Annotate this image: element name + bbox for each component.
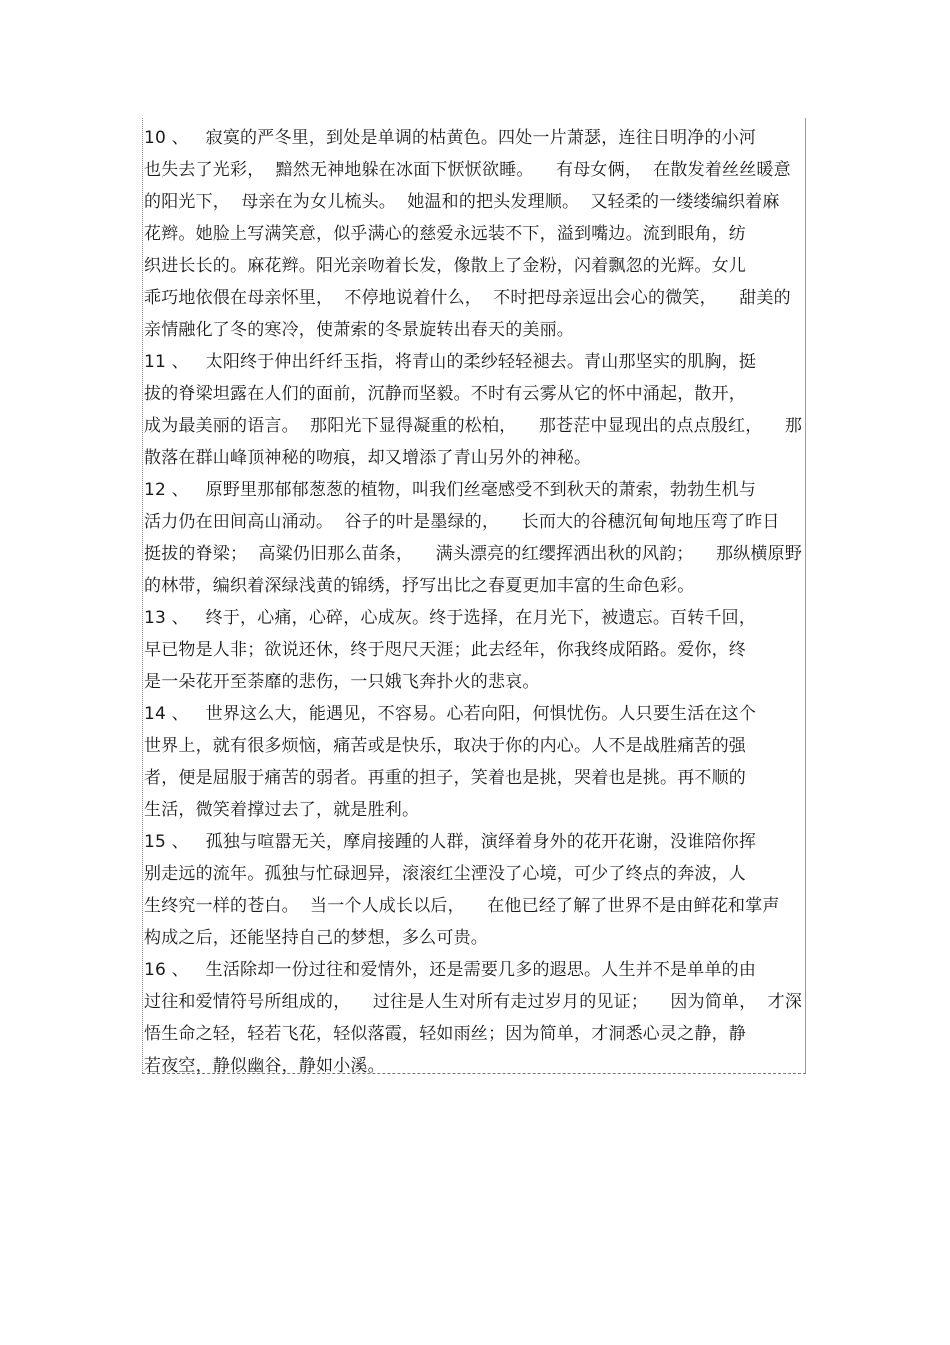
text-line: 散落在群山峰顶神秘的吻痕，却又增添了青山另外的神秘。: [144, 448, 592, 468]
text-line: 挺拔的脊梁； 高粱仍旧那么苗条， 满头漂亮的红缨挥洒出秋的风韵； 那纵横原野: [144, 544, 803, 564]
text-line: 12 、 原野里那郁郁葱葱的植物，叫我们丝毫感受不到秋天的萧索，勃勃生机与: [144, 480, 757, 500]
text-line: 花辫。她脸上写满笑意，似乎满心的慈爱永远装不下，溢到嘴边。流到眼角，纺: [144, 224, 746, 244]
text-line: 若夜空，静似幽谷，静如小溪。: [144, 1056, 385, 1076]
text-line: 别走远的流年。孤独与忙碌迥异，滚滚红尘湮没了心境，可少了终点的奔波，人: [144, 864, 746, 884]
text-line: 世界上，就有很多烦恼，痛苦或是快乐，取决于你的内心。人不是战胜痛苦的强: [144, 736, 746, 756]
text-line: 乖巧地依偎在母亲怀里， 不停地说着什么， 不时把母亲逗出会心的微笑， 甜美的: [144, 288, 791, 308]
text-line: 是一朵花开至荼靡的悲伤，一只娥飞奔扑火的悲哀。: [144, 672, 540, 692]
text-line: 过往和爱情符号所组成的， 过往是人生对所有走过岁月的见证； 因为简单， 才深: [144, 992, 803, 1012]
text-line: 也失去了光彩， 黯然无神地躲在冰面下恹恹欲睡。 有母女俩， 在散发着丝丝暖意: [144, 160, 791, 180]
text-line: 的阳光下， 母亲在为女儿梳头。 她温和的把头发理顺。 又轻柔的一缕缕编织着麻: [144, 192, 780, 212]
text-line: 早已物是人非；欲说还休，终于咫尺天涯；此去经年，你我终成陌路。爱你，终: [144, 640, 746, 660]
text-line: 悟生命之轻，轻若飞花，轻似落霞，轻如雨丝；因为简单，才洞悉心灵之静，静: [144, 1024, 746, 1044]
text-line: 13 、 终于，心痛，心碎，心成灰。终于选择，在月光下，被遗忘。百转千回，: [144, 608, 757, 628]
text-line: 成为最美丽的语言。 那阳光下显得凝重的松柏， 那苍茫中显现出的点点殷红， 那: [144, 416, 803, 436]
text-line: 活力仍在田间高山涌动。 谷子的叶是墨绿的， 长而大的谷穗沉甸甸地压弯了昨日: [144, 512, 780, 532]
text-line: 拔的脊梁坦露在人们的面前，沉静而坚毅。不时有云雾从它的怀中涌起，散开，: [144, 384, 746, 404]
text-line: 者，便是屈服于痛苦的弱者。再重的担子，笑着也是挑，哭着也是挑。再不顺的: [144, 768, 746, 788]
text-line: 11 、 太阳终于伸出纤纤玉指，将青山的柔纱轻轻褪去。青山那坚实的肌胸，挺: [144, 352, 757, 372]
text-line: 15 、 孤独与喧嚣无关，摩肩接踵的人群，演绎着身外的花开花谢，没谁陪你挥: [144, 832, 757, 852]
text-line: 构成之后，还能坚持自己的梦想，多么可贵。: [144, 928, 488, 948]
text-line: 14 、 世界这么大，能遇见，不容易。心若向阳，何惧忧伤。人只要生活在这个: [144, 704, 757, 724]
text-line: 的林带，编织着深绿浅黄的锦绣，抒写出比之春夏更加丰富的生命色彩。: [144, 576, 695, 596]
text-line: 亲情融化了冬的寒冷，使萧索的冬景旋转出春天的美丽。: [144, 320, 574, 340]
text-line: 16 、 生活除却一份过往和爱情外，还是需要几多的遐思。人生并不是单单的由: [144, 960, 757, 980]
text-line: 生活，微笑着撑过去了，就是胜利。: [144, 800, 420, 820]
text-line: 10 、 寂寞的严冬里，到处是单调的枯黄色。四处一片萧瑟，连往日明净的小河: [144, 128, 757, 148]
text-line: 生终究一样的苍白。 当一个人成长以后， 在他已经了解了世界不是由鲜花和掌声: [144, 896, 780, 916]
text-line: 织进长长的。麻花辫。阳光亲吻着长发，像散上了金粉，闪着飘忽的光辉。女儿: [144, 256, 746, 276]
